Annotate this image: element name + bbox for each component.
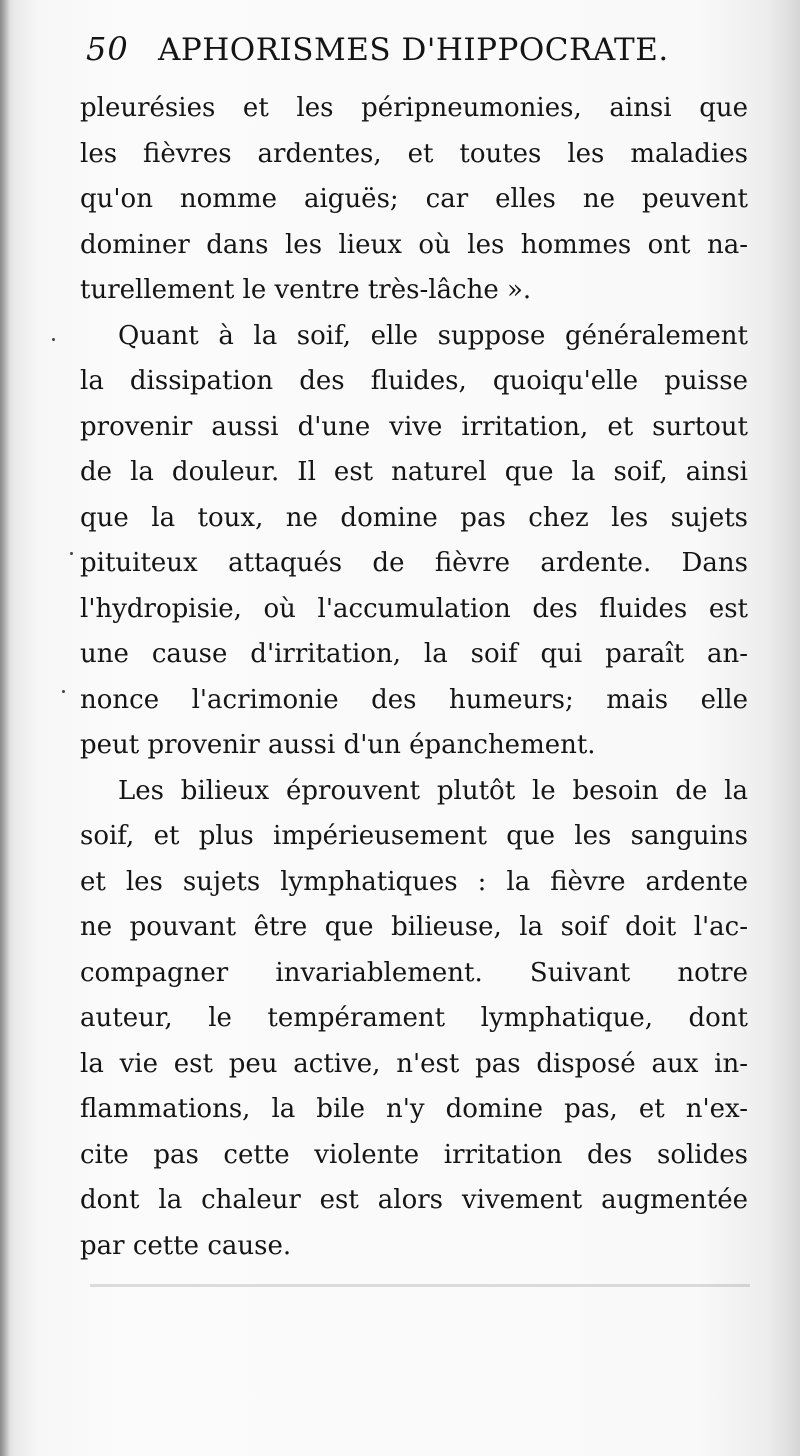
text-line: dont la chaleur est alors vivement augmentée [80, 1185, 748, 1215]
text-line: par cette cause. [80, 1230, 292, 1261]
ink-speck [52, 338, 55, 341]
paragraph-1 [80, 86, 748, 314]
text-line: compagner invariablement. Suivant notre [80, 957, 748, 988]
text-line: provenir aussi d'une vive irritation, et surtout [80, 411, 748, 442]
text-line: une cause d'irritation, la soif qui paraît an- [80, 639, 748, 669]
text-line: l'hydropisie, où l'accumulation des fluides est [80, 593, 748, 624]
text-line: les fièvres ardentes, et toutes les maladies [80, 138, 748, 169]
body-text [80, 86, 748, 1269]
running-title: APHORISMES D'HIPPOCRATE. [158, 32, 669, 68]
text-line: et les sujets lymphatiques : la fièvre ardente [80, 866, 748, 897]
text-line: la vie est peu active, n'est pas disposé aux in- [80, 1048, 748, 1079]
paragraph-2 [80, 314, 748, 769]
page-header [80, 26, 740, 86]
text-line: auteur, le tempérament lymphatique, dont [80, 1003, 748, 1033]
bleed-through-rule [90, 1284, 750, 1287]
ink-speck [70, 552, 73, 555]
ink-speck [62, 690, 65, 693]
text-line: dominer dans les lieux où les hommes ont na- [80, 229, 748, 260]
text-line: peut provenir aussi d'un épanchement. [80, 730, 596, 760]
text-line: cite pas cette violente irritation des solides [80, 1139, 748, 1170]
text-line: Quant à la soif, elle suppose généralement [118, 320, 748, 351]
text-line: turellement le ventre très-lâche ». [80, 275, 532, 305]
text-line: de la douleur. Il est naturel que la soif, ainsi [80, 457, 748, 487]
text-line: Les bilieux éprouvent plutôt le besoin de la [118, 775, 748, 806]
text-line: que la toux, ne domine pas chez les sujets [80, 502, 748, 533]
text-line: pituiteux attaqués de fièvre ardente. Dans [80, 548, 748, 578]
spine-shadow [0, 0, 10, 1456]
paragraph-3 [80, 769, 748, 1270]
text-line: la dissipation des fluides, quoiqu'elle puisse [80, 366, 748, 396]
text-line: ne pouvant être que bilieuse, la soif doit l'ac- [80, 912, 748, 942]
text-line: qu'on nomme aiguës; car elles ne peuvent [80, 184, 748, 214]
text-line: pleurésies et les péripneumonies, ainsi que [80, 93, 748, 123]
page-number: 50 [86, 30, 129, 68]
text-line: nonce l'acrimonie des humeurs; mais elle [80, 684, 748, 715]
text-line: soif, et plus impérieusement que les sanguins [80, 821, 748, 851]
text-line: flammations, la bile n'y domine pas, et n'ex- [80, 1094, 748, 1124]
